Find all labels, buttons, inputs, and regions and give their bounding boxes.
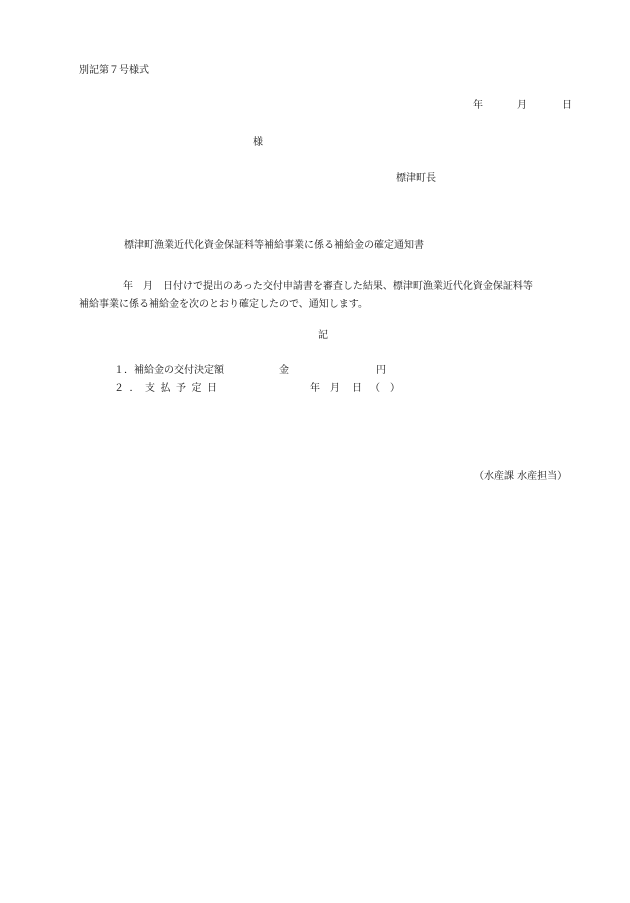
- item-payment-date-year: 年: [310, 383, 320, 394]
- body-paragraph: [79, 278, 579, 314]
- document-title: 標津町漁業近代化資金保証料等補給事業に係る補給金の確定通知書: [124, 240, 424, 251]
- item-grant-amount-yen: 円: [376, 365, 386, 376]
- issuer-name: 標津町長: [396, 173, 436, 184]
- recipient-honorific: 様: [253, 137, 263, 148]
- date-day-label: 日: [562, 100, 572, 111]
- item-grant-amount-label: １．補給金の交付決定額: [114, 365, 224, 376]
- date-month-label: 月: [517, 100, 527, 111]
- body-line-2: 補給事業に係る補給金を次のとおり確定したので、通知します。: [79, 299, 368, 310]
- body-line-1-text: 年 月 日付けで提出のあった交付申請書を審査した結果、標津町漁業近代化資金保証料等: [123, 281, 533, 292]
- item-grant-amount-kin: 金: [279, 365, 289, 376]
- body-line-1: [79, 278, 579, 296]
- item-payment-date-label: ２．支払予定日: [114, 383, 223, 394]
- item-payment-date-month: 月: [330, 383, 340, 394]
- item-payment-date-weekday: （ ）: [370, 383, 400, 394]
- form-number: 別記第７号様式: [79, 65, 149, 76]
- contact-department: （水産課 水産担当）: [474, 471, 568, 482]
- ki-heading: 記: [318, 330, 328, 341]
- date-year-label: 年: [473, 100, 483, 111]
- item-payment-date-day: 日: [352, 383, 362, 394]
